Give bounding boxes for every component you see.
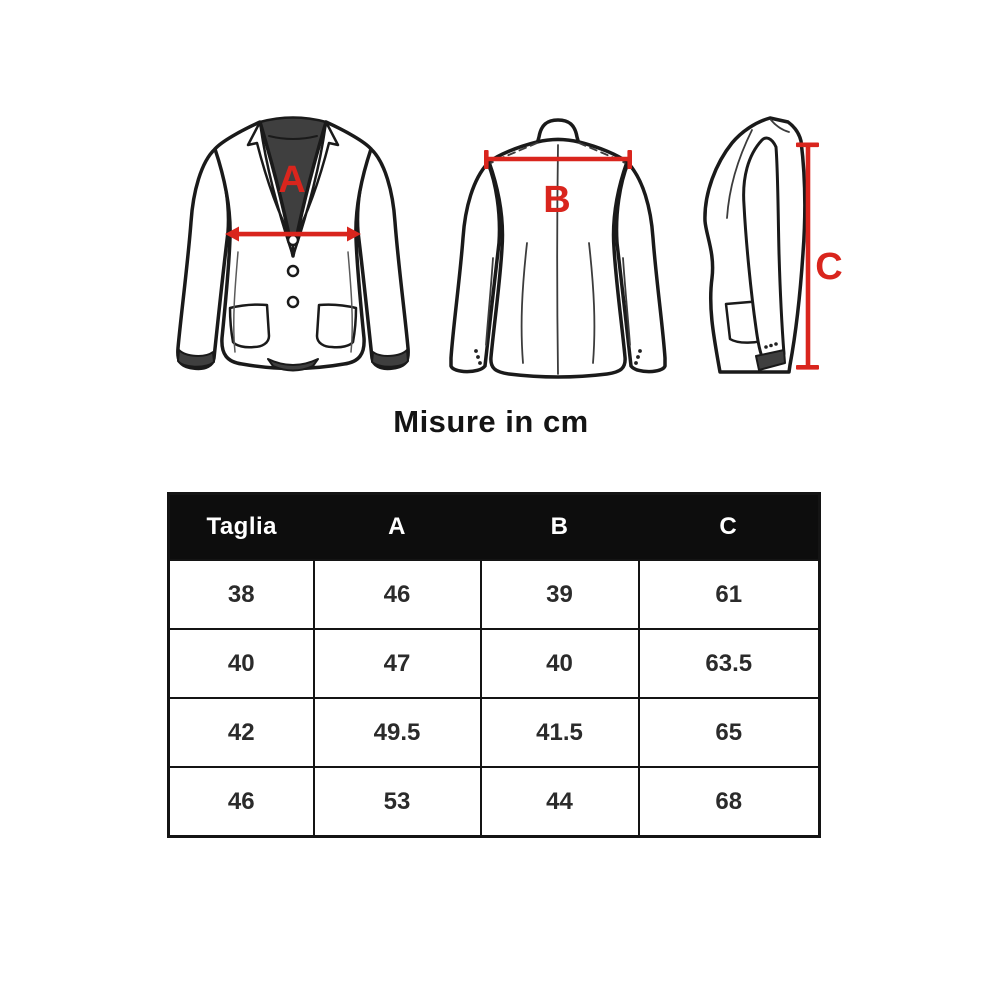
jacket-side-view — [692, 113, 867, 385]
measure-label-b: B — [543, 179, 571, 221]
cell-c: 63.5 — [639, 629, 820, 698]
header-c: C — [639, 494, 820, 561]
cell-a: 46 — [314, 560, 481, 629]
jacket-back-view — [443, 113, 673, 380]
table-row-size-46 — [169, 767, 820, 837]
cell-c: 68 — [639, 767, 820, 837]
size-table — [167, 492, 821, 838]
page-title: Misure in cm — [393, 404, 589, 439]
cell-size: 40 — [169, 629, 314, 698]
front-right-pocket — [317, 305, 356, 348]
front-button-3 — [288, 297, 298, 307]
measure-label-c: C — [815, 246, 843, 288]
header-taglia: Taglia — [169, 494, 314, 561]
header-a: A — [314, 494, 481, 561]
cell-size: 46 — [169, 767, 314, 837]
table-row-size-40 — [169, 629, 820, 698]
cell-a: 47 — [314, 629, 481, 698]
cell-a: 53 — [314, 767, 481, 837]
cell-b: 44 — [481, 767, 639, 837]
jacket-front-view — [168, 112, 418, 375]
front-button-2 — [288, 266, 298, 276]
table-row-size-38 — [169, 560, 820, 629]
measure-label-a: A — [278, 159, 306, 201]
cell-c: 65 — [639, 698, 820, 767]
cell-b: 39 — [481, 560, 639, 629]
cell-size: 38 — [169, 560, 314, 629]
cell-a: 49.5 — [314, 698, 481, 767]
front-button-1 — [288, 235, 298, 245]
header-b: B — [481, 494, 639, 561]
cell-b: 40 — [481, 629, 639, 698]
front-left-pocket — [230, 305, 269, 348]
cell-c: 61 — [639, 560, 820, 629]
cell-b: 41.5 — [481, 698, 639, 767]
table-row-size-42 — [169, 698, 820, 767]
cell-size: 42 — [169, 698, 314, 767]
size-table-header-row — [169, 494, 820, 561]
